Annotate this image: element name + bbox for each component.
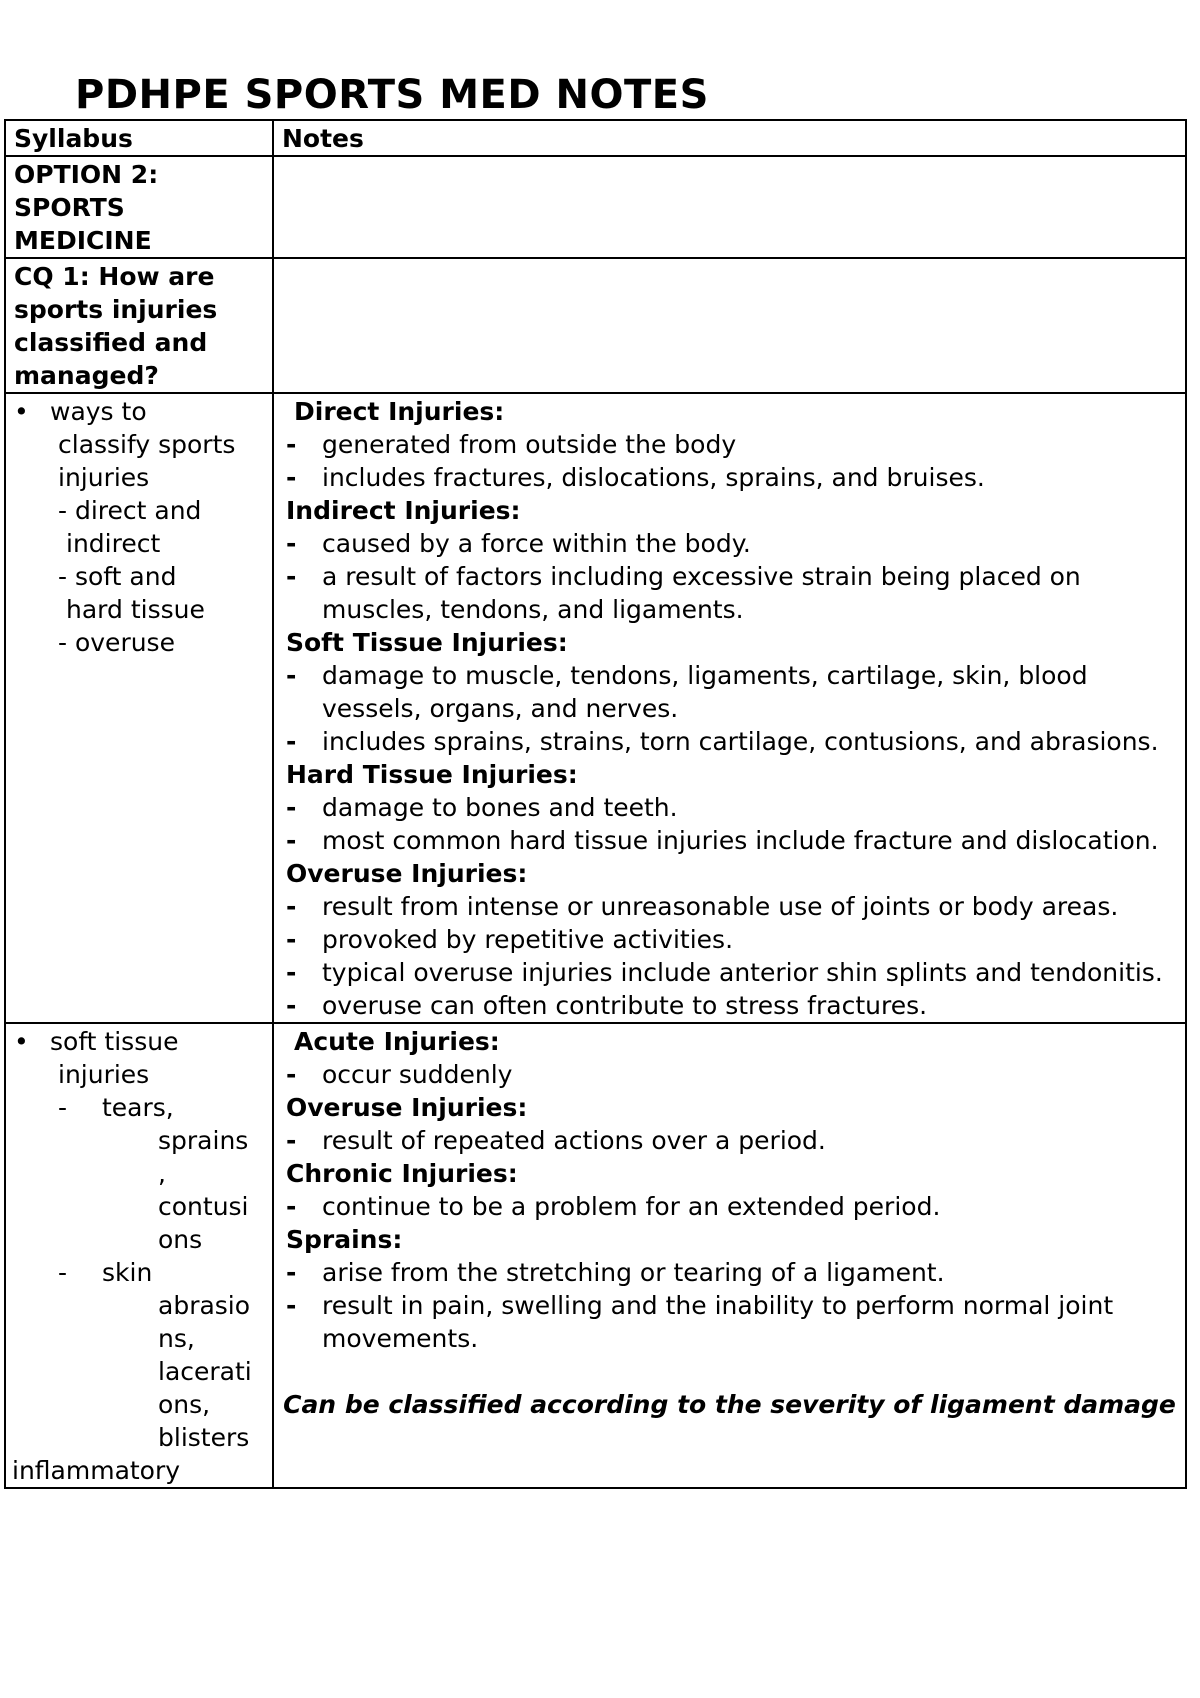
table-row — [5, 393, 1186, 1023]
list-item: - occur suddenly — [286, 1060, 513, 1089]
sub-item: - tears, — [58, 1093, 174, 1122]
list-item: - includes fractures, dislocations, sprains, and bruises. — [286, 463, 985, 492]
option-cell: OPTION 2: SPORTS MEDICINE — [5, 156, 273, 258]
table-row — [5, 1023, 1186, 1488]
critical-question-cell: CQ 1: How are sports injuries classified and managed? — [5, 258, 273, 393]
list-item: - a result of factors including excessive strain being placed on muscles, tendons, and ligaments. — [286, 562, 1081, 624]
bullet-text: injuries — [58, 1060, 150, 1089]
section-heading: Indirect Injuries: — [286, 496, 521, 525]
section-heading: Overuse Injuries: — [286, 859, 528, 888]
sub-item: hard tissue — [66, 595, 205, 624]
list-item: - typical overuse injuries include anterior shin splints and tendonitis. — [286, 958, 1163, 987]
bullet-text: ways to — [50, 397, 147, 426]
sub-item: indirect — [66, 529, 161, 558]
list-item: - result in pain, swelling and the inability to perform normal joint movements. — [286, 1291, 1114, 1353]
section-heading: Soft Tissue Injuries: — [286, 628, 568, 657]
notes-header: Notes — [273, 120, 1186, 156]
sub-item: - soft and — [58, 562, 177, 591]
sub-item: - overuse — [58, 628, 175, 657]
sub-item-text: , — [158, 1159, 166, 1188]
syllabus-cell — [5, 1023, 273, 1488]
sub-item-text: ns, — [158, 1324, 195, 1353]
bullet-text: classify sports — [58, 430, 236, 459]
emphasis-note: Can be classified according to the severity of ligament damage — [283, 1390, 1176, 1419]
table-header-row — [5, 120, 1186, 156]
section-heading: Chronic Injuries: — [286, 1159, 518, 1188]
bullet-text: injuries — [58, 463, 150, 492]
list-item: - includes sprains, strains, torn cartilage, contusions, and abrasions. — [286, 727, 1159, 756]
section-heading: Hard Tissue Injuries: — [286, 760, 578, 789]
bullet-text: soft tissue — [50, 1027, 179, 1056]
table-row — [5, 258, 1186, 393]
sub-item-text: sprains — [158, 1126, 249, 1155]
empty-notes-cell — [273, 156, 1186, 258]
section-heading: Overuse Injuries: — [286, 1093, 528, 1122]
sub-item: - direct and — [58, 496, 202, 525]
notes-cell — [273, 1023, 1186, 1488]
notes-cell — [273, 393, 1186, 1023]
list-item — [14, 1025, 264, 1058]
sub-item: - skin — [58, 1258, 153, 1287]
bullet-icon: • — [14, 397, 29, 426]
syllabus-cell — [5, 393, 273, 1023]
section-heading: Acute Injuries: — [294, 1027, 500, 1056]
empty-notes-cell — [273, 258, 1186, 393]
sub-item-text: inflammatory — [12, 1456, 181, 1485]
sub-item-text: contusi — [158, 1192, 249, 1221]
sub-item-text: ons, — [158, 1390, 211, 1419]
list-item: - generated from outside the body — [286, 430, 737, 459]
list-item: - arise from the stretching or tearing of a ligament. — [286, 1258, 945, 1287]
sub-item-text: lacerati — [158, 1357, 252, 1386]
section-heading: Direct Injuries: — [294, 397, 505, 426]
list-item — [14, 395, 264, 428]
list-item: - caused by a force within the body. — [286, 529, 751, 558]
page-title: PDHPE SPORTS MED NOTES — [75, 72, 709, 118]
syllabus-header: Syllabus — [5, 120, 273, 156]
section-heading: Sprains: — [286, 1225, 403, 1254]
list-item: - provoked by repetitive activities. — [286, 925, 734, 954]
list-item: - result of repeated actions over a period. — [286, 1126, 826, 1155]
notes-table — [4, 119, 1187, 1489]
sub-item-text: ons — [158, 1225, 203, 1254]
list-item: - continue to be a problem for an extended period. — [286, 1192, 941, 1221]
bullet-icon: • — [14, 1027, 29, 1056]
list-item: - overuse can often contribute to stress fractures. — [286, 991, 928, 1020]
sub-item-text: abrasio — [158, 1291, 251, 1320]
list-item: - result from intense or unreasonable use of joints or body areas. — [286, 892, 1119, 921]
sub-item-text: blisters — [158, 1423, 250, 1452]
list-item: - most common hard tissue injuries include fracture and dislocation. — [286, 826, 1159, 855]
list-item: - damage to muscle, tendons, ligaments, cartilage, skin, blood vessels, organs, and nerves. — [286, 661, 1088, 723]
table-row — [5, 156, 1186, 258]
list-item: - damage to bones and teeth. — [286, 793, 678, 822]
